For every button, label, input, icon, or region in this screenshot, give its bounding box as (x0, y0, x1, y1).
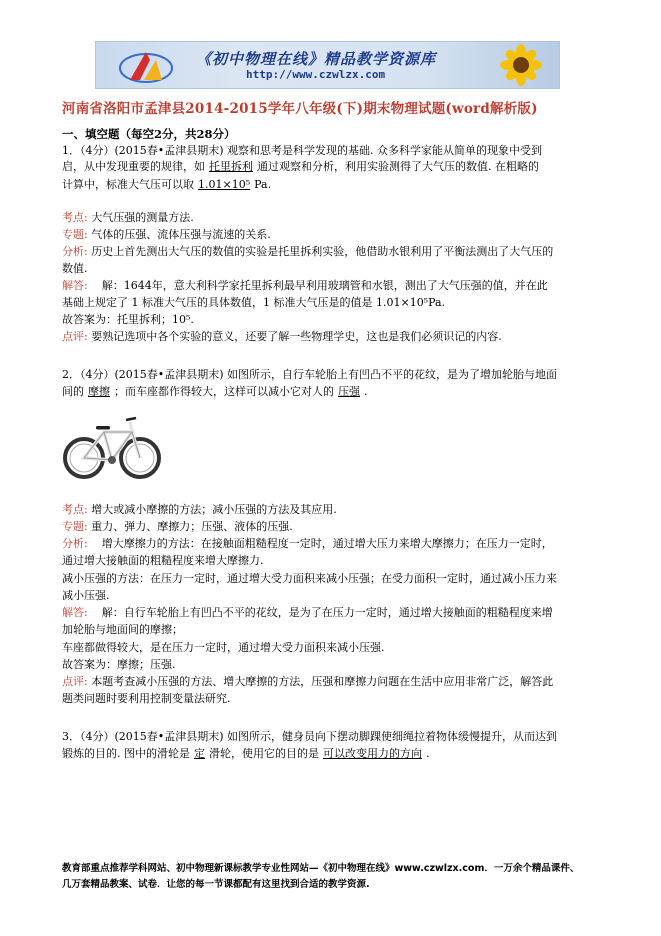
q1-line1: 1．（4分）(2015春•孟津县期末) 观察和思考是科学发现的基础. 众多科学家能从简单的现象中受到 (62, 144, 543, 157)
q1-answer2: 1.01×10⁵ (198, 178, 251, 191)
q3-answer1: 定 (194, 747, 205, 760)
q1-answer1: 托里拆利 (209, 160, 253, 173)
q3-line1: 3．（4分）(2015春•孟津县期末) 如图所示，健身员向下摆动脚踝使细绳拉着物体缓慢提升，从而达到 (62, 730, 558, 743)
sunflower-icon (491, 44, 551, 86)
q1-kaodian: 考点: 大气压强的测量方法. (62, 211, 194, 224)
q3-line2: 锻炼的目的. 图中的滑轮是 定 滑轮，使用它的目的是 可以改变用力的方向 . (62, 747, 430, 760)
q1-dianping: 点评: 要熟记选项中各个实验的意义，还要了解一些物理学史，这也是我们必须识记的内容. (62, 330, 502, 343)
q1-fenxi-2: 数值. (62, 262, 88, 275)
q1-zhuanti: 专题: 气体的压强、流体压强与流速的关系. (62, 228, 271, 241)
q2-jieda: 解答: 解：自行车轮胎上有凹凸不平的花纹，是为了在压力一定时，通过增大接触面的粗糙程度来增 (62, 606, 553, 619)
banner-url: http://www.czwlzx.com (246, 68, 386, 81)
q2-fenxi-2: 通过增大接触面的粗糙程度来增大摩擦力. (62, 554, 264, 567)
q1-line2: 启，从中发现重要的规律，如 托里拆利 通过观察和分析，利用实验测得了大气压的数值. 在粗略的 (62, 160, 539, 173)
q2-fenxi-3: 减小压强的方法：在压力一定时，通过增大受力面积来减小压强；在受力面积一定时，通过减小压力来 (62, 572, 557, 585)
q2-fenxi-4: 减小压强. (62, 589, 110, 602)
document-title: 河南省洛阳市孟津县2014-2015学年八年级(下)期末物理试题(word解析版) (62, 101, 538, 117)
q2-dianping: 点评: 本题考查减小压强的方法、增大摩擦的方法，压强和摩擦力问题在生活中应用非常广泛，解答此 (62, 675, 554, 688)
q2-line2: 间的 摩擦 ；而车座都作得较大，这样可以减小它对人的 压强 . (62, 385, 368, 398)
section-heading: 一、填空题（每空2分，共28分） (62, 127, 236, 141)
q2-fenxi: 分析: 增大摩擦力的方法：在接触面粗糙程度一定时，通过增大压力来增大摩擦力；在压力一定时， (62, 537, 553, 550)
q2-answer2: 压强 (338, 385, 360, 398)
q2-jieda-2: 加轮胎与地面间的摩擦； (62, 623, 183, 636)
footer-line2: 几万套精品教案、试卷．让您的每一节课都配有这里找到合适的教学资源. (62, 879, 370, 890)
q2-line1: 2．（4分）(2015春•孟津县期末) 如图所示，自行车轮胎上有凹凸不平的花纹，是为了增加轮胎与地面 (62, 368, 558, 381)
q1-line3: 计算中，标准大气压可以取 1.01×10⁵ Pa. (62, 178, 272, 191)
q1-answer-summary: 故答案为：托里拆利；10⁵. (62, 313, 194, 326)
q1-jieda-2: 基础上规定了 1 标准大气压的具体数值，1 标准大气压是的值是 1.01×10⁵Pa. (62, 296, 446, 309)
footer-line1: 教育部重点推荐学科网站、初中物理新课标教学专业性网站—《初中物理在线》www.czwlzx.com．一万余个精品课件、 (62, 863, 580, 874)
bicycle-image (62, 408, 162, 486)
q1-jieda: 解答: 解：1644年，意大利科学家托里拆利最早利用玻璃管和水银，测出了大气压强的值，并在此 (62, 279, 548, 292)
q2-kaodian: 考点: 增大或减小摩擦的方法；减小压强的方法及其应用. (62, 503, 337, 516)
header-banner (95, 41, 560, 89)
q2-answer-summary: 故答案为：摩擦；压强. (62, 658, 176, 671)
banner-title: 《初中物理在线》精品教学资源库 (196, 50, 437, 68)
page-footer (62, 861, 579, 893)
q2-answer1: 摩擦 (88, 385, 110, 398)
site-logo-icon (116, 46, 176, 86)
q1-fenxi: 分析: 历史上首先测出大气压的数值的实验是托里拆利实验，他借助水银利用了平衡法测出了大气压的 (62, 245, 554, 258)
q2-zhuanti: 专题: 重力、弹力、摩擦力；压强、液体的压强. (62, 520, 293, 533)
q3-answer2: 可以改变用力的方向 (323, 747, 422, 760)
q2-jieda-3: 车座都做得较大，是在压力一定时，通过增大受力面积来减小压强. (62, 641, 385, 654)
q2-dianping-2: 题类问题时要利用控制变量法研究. (62, 692, 231, 705)
